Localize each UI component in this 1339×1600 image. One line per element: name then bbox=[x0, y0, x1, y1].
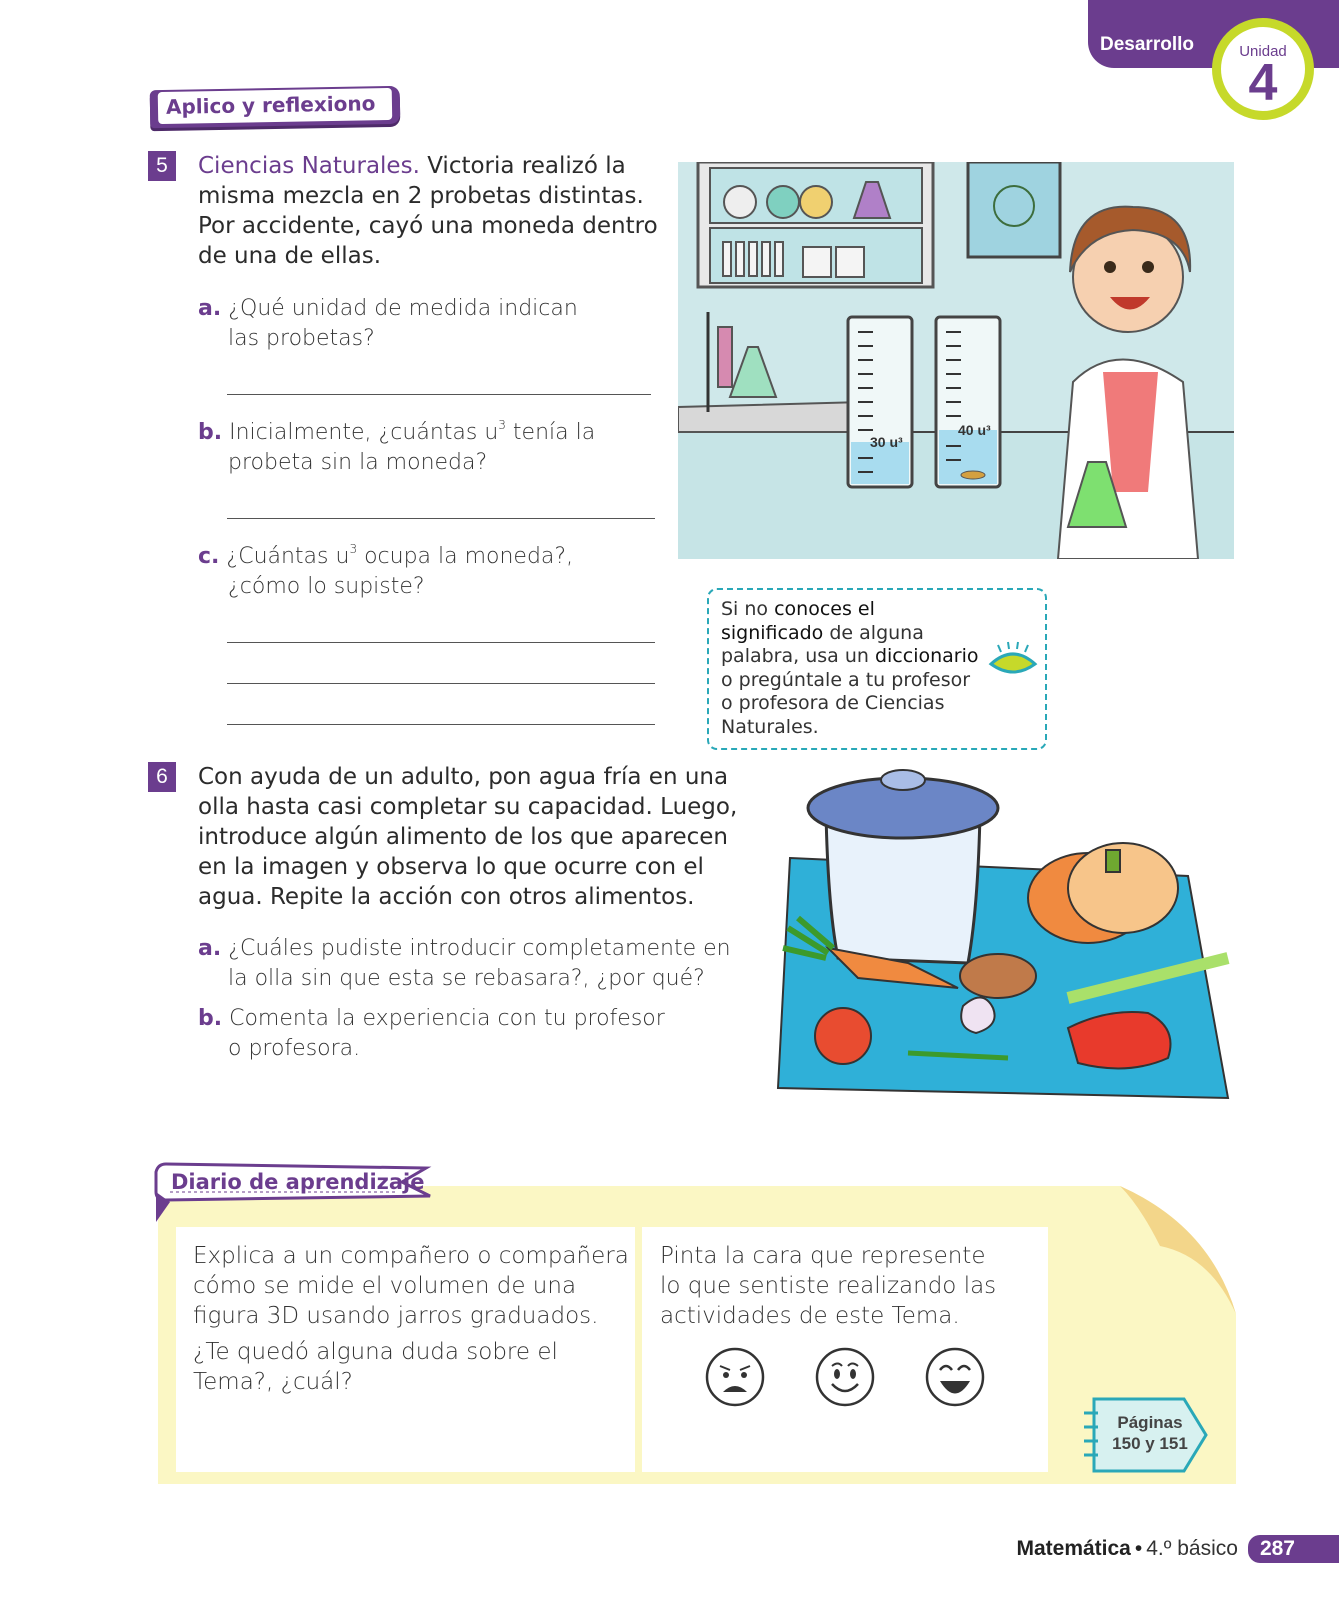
journal-left-line: Tema?, ¿cuál? bbox=[193, 1369, 353, 1395]
question-5a-line2: las probetas? bbox=[228, 326, 375, 351]
answer-line[interactable] bbox=[227, 683, 655, 684]
pages-label: Páginas bbox=[1117, 1413, 1183, 1432]
pages-reference-text bbox=[1100, 1412, 1200, 1454]
question-6a-line1: ¿Cuáles pudiste introducir completamente en bbox=[228, 936, 731, 961]
section-banner bbox=[150, 86, 401, 128]
question-6-line: agua. Repite la acción con otros alimentos. bbox=[198, 884, 695, 910]
footer-bullet: • bbox=[1134, 1537, 1143, 1560]
lab-illustration bbox=[678, 162, 1234, 559]
tip-bold: diccionario bbox=[874, 645, 979, 667]
question-5c bbox=[198, 542, 658, 602]
journal-right-line: Pinta la cara que represente bbox=[660, 1243, 986, 1269]
question-6b bbox=[198, 1004, 758, 1064]
journal-left-text bbox=[193, 1241, 629, 1397]
answer-line[interactable] bbox=[227, 642, 655, 643]
question-6b-line1: Comenta la experiencia con tu profesor bbox=[229, 1006, 665, 1031]
superscript: 3 bbox=[498, 418, 506, 432]
question-6-line: Con ayuda de un adulto, pon agua fría en una bbox=[198, 764, 729, 790]
question-5-line: Por accidente, cayó una moneda dentro bbox=[198, 213, 658, 239]
sad-face-icon[interactable] bbox=[704, 1346, 766, 1408]
unit-number: 4 bbox=[1248, 54, 1278, 112]
journal-left-line: Explica a un compañero o compañera bbox=[193, 1243, 629, 1269]
section-label: Desarrollo bbox=[1100, 34, 1194, 55]
question-5-line: misma mezcla en 2 probetas distintas. bbox=[198, 183, 644, 209]
question-5a-line1: ¿Qué unidad de medida indican bbox=[228, 296, 578, 321]
question-6-number: 6 bbox=[148, 762, 176, 792]
question-6a-line2: la olla sin que esta se rebasara?, ¿por qué? bbox=[228, 966, 705, 991]
answer-line[interactable] bbox=[227, 394, 651, 395]
journal-left-line: cómo se mide el volumen de una bbox=[193, 1273, 577, 1299]
question-5c-letter: c. bbox=[198, 544, 220, 569]
question-6-text bbox=[198, 762, 758, 912]
question-6a bbox=[198, 934, 758, 994]
tip-text: o pregúntale a tu profesor o profesora de Ciencias Naturales. bbox=[721, 668, 971, 738]
journal-right-text bbox=[660, 1241, 996, 1331]
answer-line[interactable] bbox=[227, 518, 655, 519]
question-5c-line1a: ¿Cuántas u bbox=[226, 544, 350, 569]
question-5c-line1b: ocupa la moneda?, bbox=[357, 544, 574, 569]
page-curl bbox=[1100, 1186, 1236, 1314]
probeta-label: 30 u³ bbox=[870, 434, 903, 450]
question-5-subject: Ciencias Naturales. bbox=[198, 153, 420, 179]
unit-badge bbox=[1212, 18, 1314, 120]
probeta-label: 40 u³ bbox=[958, 422, 991, 438]
question-5-line: Victoria realizó la bbox=[427, 153, 626, 179]
question-5c-line2: ¿cómo lo supiste? bbox=[228, 574, 425, 599]
page-footer bbox=[1016, 1533, 1339, 1565]
question-5b-line2: probeta sin la moneda? bbox=[228, 450, 488, 475]
question-5b bbox=[198, 418, 658, 478]
tip-text: de alguna palabra, usa un bbox=[721, 621, 924, 667]
question-5b-line1a: Inicialmente, ¿cuántas u bbox=[229, 420, 499, 445]
neutral-smile-face-icon[interactable] bbox=[814, 1346, 876, 1408]
question-5-text bbox=[198, 151, 668, 271]
journal-right-line: lo que sentiste realizando las bbox=[660, 1273, 997, 1299]
food-illustration bbox=[768, 758, 1234, 1116]
eye-icon bbox=[987, 640, 1039, 680]
question-5-line: de una de ellas. bbox=[198, 243, 382, 269]
unit-label: Unidad bbox=[1239, 43, 1287, 60]
question-5b-line1b: tenía la bbox=[505, 420, 596, 445]
question-5b-letter: b. bbox=[198, 420, 223, 445]
question-6-line: introduce algún alimento de los que aparecen bbox=[198, 824, 728, 850]
tip-text: Si no bbox=[721, 598, 775, 620]
happy-face-icon[interactable] bbox=[924, 1346, 986, 1408]
journal-title: Diario de aprendizaje bbox=[171, 1170, 425, 1194]
tip-box bbox=[707, 588, 1047, 750]
footer-grade: 4.º básico bbox=[1146, 1537, 1238, 1560]
pages-range: 150 y 151 bbox=[1112, 1434, 1188, 1453]
superscript: 3 bbox=[349, 542, 358, 556]
tip-bold: conoces el significado bbox=[721, 598, 875, 644]
section-banner-text: Aplico y reflexiono bbox=[158, 88, 393, 124]
journal-right-line: actividades de este Tema. bbox=[660, 1303, 960, 1329]
question-6-line: en la imagen y observa lo que ocurre con el bbox=[198, 854, 704, 880]
question-6b-line2: o profesora. bbox=[228, 1036, 361, 1061]
question-6-line: olla hasta casi completar su capacidad. Luego, bbox=[198, 794, 738, 820]
journal-left-line: ¿Te quedó alguna duda sobre el bbox=[193, 1339, 558, 1365]
question-5a bbox=[198, 294, 658, 354]
journal-left-box[interactable] bbox=[176, 1227, 635, 1472]
journal-left-line: figura 3D usando jarros graduados. bbox=[193, 1303, 599, 1329]
question-6a-letter: a. bbox=[198, 936, 222, 961]
question-6b-letter: b. bbox=[198, 1006, 223, 1031]
page-number: 287 bbox=[1248, 1535, 1339, 1563]
question-5a-letter: a. bbox=[198, 296, 222, 321]
answer-line[interactable] bbox=[227, 724, 655, 725]
footer-subject: Matemática bbox=[1016, 1537, 1131, 1560]
question-5-number: 5 bbox=[148, 151, 176, 181]
